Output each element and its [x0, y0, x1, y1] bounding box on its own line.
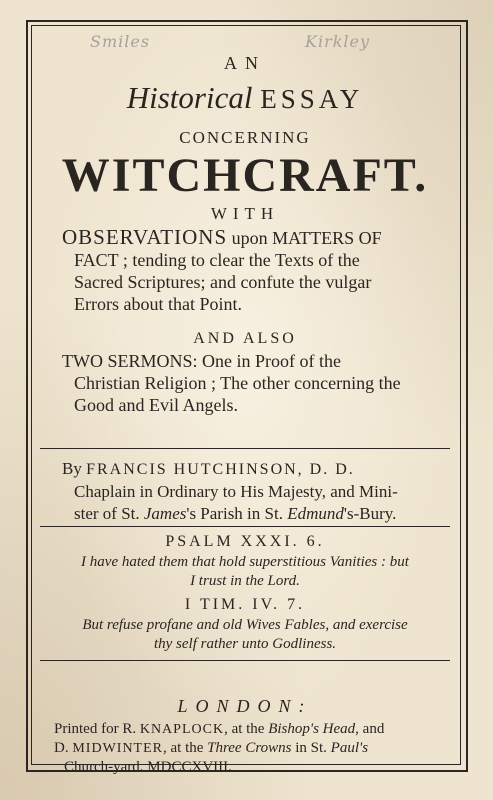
- divider-rule: [40, 660, 450, 661]
- sermons-line-1: TWO SERMONS: One in Proof of the: [62, 351, 341, 371]
- psalm-quote: [40, 553, 450, 591]
- inscription-right: Kirkley: [305, 32, 371, 51]
- author-james: James: [143, 504, 187, 523]
- author-line-3: [62, 503, 442, 525]
- title-concerning: CONCERNING: [179, 128, 311, 147]
- divider-rule: [40, 448, 450, 449]
- subtitle-line-3: Sacred Scriptures; and confute the vulgar: [74, 272, 372, 292]
- imprint-line-2: [54, 739, 446, 758]
- imprint-in-st: in St.: [291, 740, 331, 756]
- subtitle-line-4: Errors about that Point.: [74, 294, 242, 314]
- imprint-city: LONDON:: [177, 696, 313, 716]
- author-line-2: Chaplain in Ordinary to His Majesty, and Mini-: [74, 482, 398, 501]
- imprint-at-the: , at the: [224, 721, 269, 737]
- title-witchcraft: WITCHCRAFT.: [61, 149, 429, 202]
- imprint-knaplock: KNAPLOCK: [139, 722, 225, 737]
- imprint-and: , and: [355, 721, 385, 737]
- author-by: By: [62, 459, 87, 478]
- title-with: WITH: [210, 204, 280, 223]
- subtitle-line-1: [62, 226, 438, 249]
- author-edmund: Edmund: [287, 504, 344, 523]
- imprint-bishops-head: Bishop's Head: [268, 721, 356, 737]
- inscription-left: Smiles: [90, 32, 151, 51]
- imprint-at-the-2: , at the: [163, 740, 208, 756]
- subtitle-block: [62, 226, 438, 315]
- timothy-line-2: thy self rather unto Godliness.: [153, 636, 337, 652]
- sermons-block: [62, 350, 442, 416]
- title-article: AN: [224, 53, 266, 73]
- author-line-1: [62, 458, 442, 481]
- sermons-line-2: Christian Religion ; The other concerning the: [74, 373, 401, 393]
- imprint-block: [54, 720, 446, 777]
- title-essay: ESSAY: [260, 84, 364, 114]
- subtitle-line1-rest: upon MATTERS OF: [227, 228, 382, 248]
- and-also: AND ALSO: [193, 330, 297, 347]
- imprint-printed-for: Printed for R.: [54, 721, 140, 737]
- imprint-midwinter: MIDWINTER: [72, 741, 163, 756]
- divider-rule: [40, 526, 450, 527]
- timothy-reference: I TIM. IV. 7.: [184, 596, 306, 613]
- author-block: [62, 458, 442, 525]
- author-name: FRANCIS HUTCHINSON, D. D.: [86, 461, 355, 478]
- author-line3-e: 's-Bury.: [343, 504, 397, 523]
- author-line3-c: 's Parish in St.: [186, 504, 288, 523]
- author-line3-a: ster of St.: [74, 504, 144, 523]
- imprint-line-3: Church-yard. MDCCXVIII.: [64, 759, 232, 775]
- imprint-three-crowns: Three Crowns: [207, 740, 292, 756]
- sermons-line-3: Good and Evil Angels.: [74, 395, 238, 415]
- subtitle-line-2: FACT ; tending to clear the Texts of the: [74, 250, 360, 270]
- imprint-pauls: Paul's: [330, 740, 369, 756]
- title-historical: Historical: [126, 80, 253, 115]
- title-historical-essay: [40, 80, 450, 116]
- imprint-d: D.: [54, 740, 73, 756]
- psalm-reference: PSALM XXXI. 6.: [165, 533, 325, 550]
- imprint-line-1: [54, 720, 446, 739]
- psalm-line-2: I trust in the Lord.: [190, 573, 300, 589]
- timothy-quote: [40, 616, 450, 654]
- psalm-line-1: I have hated them that hold superstitious Vanities : but: [81, 554, 409, 570]
- subtitle-observations: OBSERVATIONS: [62, 225, 228, 249]
- timothy-line-1: But refuse profane and old Wives Fables, and exercise: [82, 617, 408, 633]
- handwritten-inscription: [80, 30, 400, 54]
